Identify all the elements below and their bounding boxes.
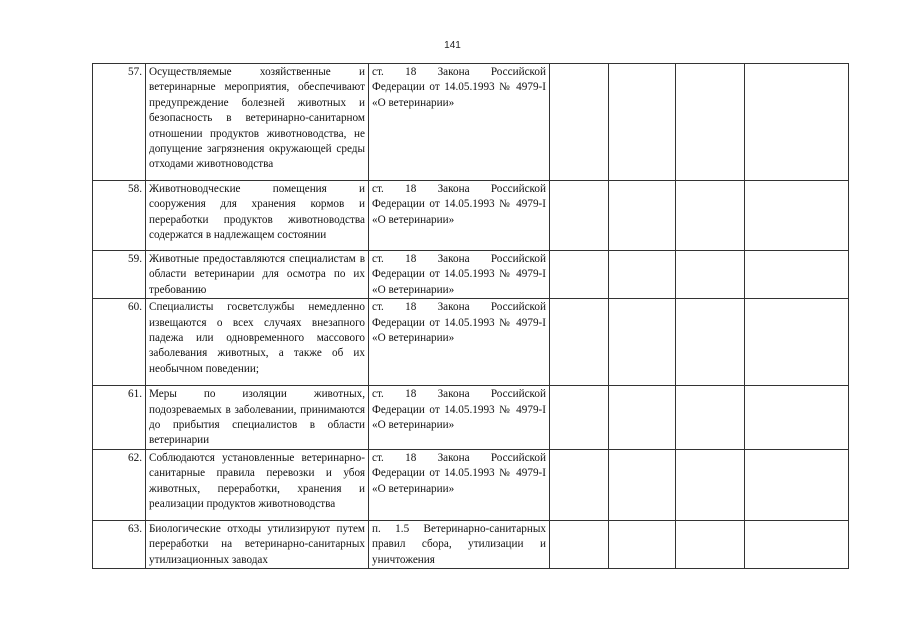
row-number: 62.: [93, 449, 146, 520]
empty-cell: [550, 251, 609, 299]
legal-reference: ст. 18 Закона Российской Федерации от 14.05.1993 № 4979-I «О ветеринарии»: [369, 299, 550, 386]
requirement-text: Животные предоставляются специалистам в области ветеринарии для осмотра по их требованию: [146, 251, 369, 299]
table-row: [93, 520, 849, 568]
row-number: 59.: [93, 251, 146, 299]
empty-cell: [676, 64, 745, 181]
empty-cell: [676, 449, 745, 520]
empty-cell: [550, 386, 609, 450]
table-row: [93, 251, 849, 299]
empty-cell: [745, 181, 849, 251]
row-number: 60.: [93, 299, 146, 386]
empty-cell: [745, 520, 849, 568]
page-number: 141: [444, 40, 461, 51]
empty-cell: [550, 181, 609, 251]
empty-cell: [609, 449, 676, 520]
requirement-text: Специалисты госветслужбы немедленно извещаются о всех случаях внезапного падежа или одновременного массового заболевания животных, а также об их необычном поведении;: [146, 299, 369, 386]
requirement-text: Животноводческие помещения и сооружения для хранения кормов и переработки продуктов животноводства содержатся в надлежащем состоянии: [146, 181, 369, 251]
empty-cell: [609, 251, 676, 299]
legal-reference: ст. 18 Закона Российской Федерации от 14.05.1993 № 4979-I «О ветеринарии»: [369, 449, 550, 520]
empty-cell: [550, 64, 609, 181]
empty-cell: [745, 299, 849, 386]
empty-cell: [676, 251, 745, 299]
empty-cell: [609, 386, 676, 450]
requirement-text: Соблюдаются установленные ветеринарно-санитарные правила перевозки и убоя животных, переработки, хранения и реализации продуктов животноводства: [146, 449, 369, 520]
table-row: [93, 181, 849, 251]
empty-cell: [745, 449, 849, 520]
empty-cell: [745, 386, 849, 450]
inspection-table: [92, 63, 849, 569]
requirement-text: Осуществляемые хозяйственные и ветеринарные мероприятия, обеспечивают предупреждение болезней животных и безопасность в ветеринарно-санитарном отношении продуктов животноводства, не допущение загрязнения окружающей среды отходами животноводства: [146, 64, 369, 181]
row-number: 61.: [93, 386, 146, 450]
empty-cell: [609, 64, 676, 181]
table-row: [93, 64, 849, 181]
empty-cell: [676, 299, 745, 386]
legal-reference: ст. 18 Закона Российской Федерации от 14.05.1993 № 4979-I «О ветеринарии»: [369, 181, 550, 251]
empty-cell: [676, 520, 745, 568]
requirement-text: Меры по изоляции животных, подозреваемых в заболевании, принимаются до прибытия специалистов в области ветеринарии: [146, 386, 369, 450]
empty-cell: [609, 520, 676, 568]
table-row: [93, 449, 849, 520]
legal-reference: ст. 18 Закона Российской Федерации от 14.05.1993 № 4979-I «О ветеринарии»: [369, 64, 550, 181]
row-number: 63.: [93, 520, 146, 568]
empty-cell: [550, 449, 609, 520]
legal-reference: п. 1.5 Ветеринарно-санитарных правил сбора, утилизации и уничтожения: [369, 520, 550, 568]
legal-reference: ст. 18 Закона Российской Федерации от 14.05.1993 № 4979-I «О ветеринарии»: [369, 386, 550, 450]
table-row: [93, 386, 849, 450]
empty-cell: [676, 181, 745, 251]
empty-cell: [609, 299, 676, 386]
row-number: 58.: [93, 181, 146, 251]
legal-reference: ст. 18 Закона Российской Федерации от 14.05.1993 № 4979-I «О ветеринарии»: [369, 251, 550, 299]
empty-cell: [745, 64, 849, 181]
table-row: [93, 299, 849, 386]
row-number: 57.: [93, 64, 146, 181]
empty-cell: [676, 386, 745, 450]
empty-cell: [550, 299, 609, 386]
empty-cell: [609, 181, 676, 251]
requirement-text: Биологические отходы утилизируют путем переработки на ветеринарно-санитарных утилизационных заводах: [146, 520, 369, 568]
empty-cell: [550, 520, 609, 568]
empty-cell: [745, 251, 849, 299]
